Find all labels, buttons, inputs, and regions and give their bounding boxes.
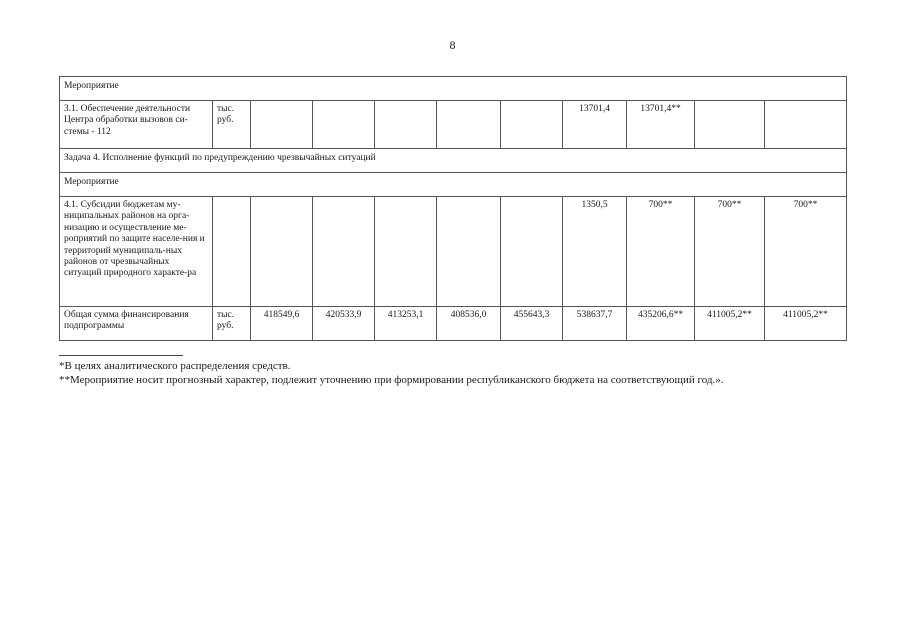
value-cell: 700** bbox=[695, 197, 765, 307]
value-cell bbox=[695, 101, 765, 149]
table-row-measure-1 bbox=[60, 77, 847, 101]
value-cell bbox=[765, 101, 847, 149]
item-name-cell: 3.1. Обеспечение деятельности Центра обработки вызовов си-стемы - 112 bbox=[60, 101, 213, 149]
table-row-item-4-1 bbox=[60, 197, 847, 307]
financing-table bbox=[59, 76, 847, 341]
footnote-1: *В целях аналитического распределения средств. bbox=[59, 360, 291, 372]
footnote-2: **Мероприятие носит прогнозный характер, подлежит уточнению при формировании республиканского бюджета на соответствующий год.». bbox=[59, 374, 724, 386]
table-row-task-4 bbox=[60, 149, 847, 173]
value-cell bbox=[437, 197, 501, 307]
value-cell: 1350,5 bbox=[563, 197, 627, 307]
value-cell bbox=[251, 197, 313, 307]
value-cell: 538637,7 bbox=[563, 307, 627, 341]
value-cell: 13701,4 bbox=[563, 101, 627, 149]
footnote-divider bbox=[59, 355, 183, 356]
value-cell: 420533,9 bbox=[313, 307, 375, 341]
value-cell: 411005,2** bbox=[695, 307, 765, 341]
value-cell bbox=[437, 101, 501, 149]
measure-heading: Мероприятие bbox=[60, 77, 847, 101]
footnotes bbox=[59, 359, 838, 387]
value-cell bbox=[313, 101, 375, 149]
page-number: 8 bbox=[449, 38, 456, 52]
value-cell: 435206,6** bbox=[627, 307, 695, 341]
unit-cell: тыс. руб. bbox=[213, 307, 251, 341]
unit-cell bbox=[213, 197, 251, 307]
unit-cell: тыс. руб. bbox=[213, 101, 251, 149]
value-cell bbox=[501, 197, 563, 307]
item-name-cell: 4.1. Субсидии бюджетам му-ниципальных районов на орга-низацию и осуществление ме-роприятий по защите населе-ния и территорий муниципаль-ных районов от чрезвычайных ситуаций природного характе-ра bbox=[60, 197, 213, 307]
value-cell bbox=[251, 101, 313, 149]
value-cell bbox=[375, 197, 437, 307]
value-cell: 413253,1 bbox=[375, 307, 437, 341]
task-heading: Задача 4. Исполнение функций по предупреждению чрезвычайных ситуаций bbox=[60, 149, 847, 173]
value-cell: 408536,0 bbox=[437, 307, 501, 341]
value-cell: 411005,2** bbox=[765, 307, 847, 341]
value-cell: 700** bbox=[765, 197, 847, 307]
value-cell: 700** bbox=[627, 197, 695, 307]
value-cell: 13701,4** bbox=[627, 101, 695, 149]
measure-heading: Мероприятие bbox=[60, 173, 847, 197]
value-cell: 455643,3 bbox=[501, 307, 563, 341]
item-name-cell: Общая сумма финансирования подпрограммы bbox=[60, 307, 213, 341]
value-cell: 418549,6 bbox=[251, 307, 313, 341]
value-cell bbox=[313, 197, 375, 307]
table-row-total bbox=[60, 307, 847, 341]
table-row-measure-2 bbox=[60, 173, 847, 197]
value-cell bbox=[501, 101, 563, 149]
value-cell bbox=[375, 101, 437, 149]
table-row-item-3-1 bbox=[60, 101, 847, 149]
